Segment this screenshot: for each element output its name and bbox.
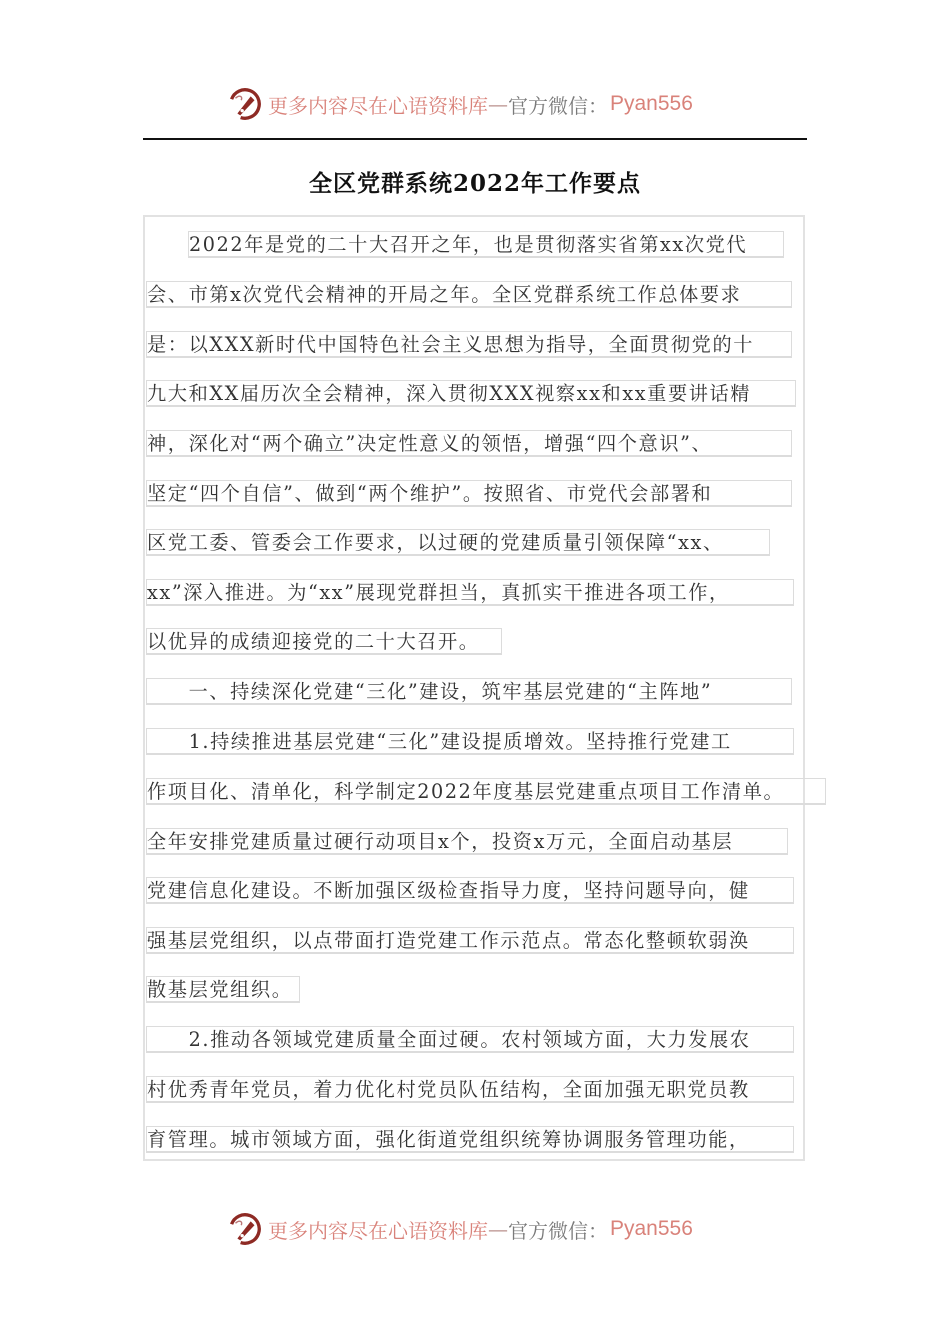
text-line: 强基层党组织，以点带面打造党建工作示范点。常态化整顿软弱涣: [146, 927, 794, 954]
text-line: 全年安排党建质量过硬行动项目x个，投资x万元，全面启动基层: [146, 828, 788, 855]
text-line: 是：以XXX新时代中国特色社会主义思想为指导，全面贯彻党的十: [146, 331, 792, 358]
watermark-dash: —: [488, 1217, 508, 1241]
text-line: 区党工委、管委会工作要求，以过硬的党建质量引领保障“xx、: [146, 529, 770, 556]
text-line: 育管理。城市领域方面，强化街道党组织统筹协调服务管理功能，: [146, 1126, 794, 1153]
quill-pen-logo-icon: [226, 1210, 264, 1248]
text-line: 坚定“四个自信”、做到“两个维护”。按照省、市党代会部署和: [146, 480, 792, 507]
watermark-wechat-label: 官方微信：: [508, 1218, 608, 1243]
text-line: 1.持续推进基层党建“三化”建设提质增效。坚持推行党建工: [146, 728, 794, 755]
text-line: 2022年是党的二十大召开之年，也是贯彻落实省第xx次党代: [188, 231, 784, 258]
text-line: 一、持续深化党建“三化”建设，筑牢基层党建的“主阵地”: [146, 678, 792, 705]
text-line: 以优异的成绩迎接党的二十大召开。: [146, 628, 502, 655]
text-line: 会、市第x次党代会精神的开局之年。全区党群系统工作总体要求: [146, 281, 792, 308]
text-line: 2.推动各领域党建质量全面过硬。农村领域方面，大力发展农: [146, 1026, 794, 1053]
text-line: 九大和XX届历次全会精神，深入贯彻XXX视察xx和xx重要讲话精: [146, 380, 796, 407]
watermark-wechat-id: Pyan556: [610, 1217, 693, 1240]
quill-pen-logo-icon: [226, 85, 264, 123]
text-line: 作项目化、清单化，科学制定2022年度基层党建重点项目工作清单。: [146, 778, 826, 805]
document-title: 全区党群系统2022年工作要点: [308, 170, 641, 197]
watermark-site-text: 更多内容尽在心语资料库: [268, 1218, 488, 1243]
text-line: 村优秀青年党员，着力优化村党员队伍结构，全面加强无职党员教: [146, 1076, 794, 1103]
header-watermark: [226, 82, 726, 126]
watermark-wechat-label: 官方微信：: [508, 93, 608, 118]
watermark-wechat-id: Pyan556: [610, 92, 693, 115]
header-rule-divider: [143, 138, 807, 140]
text-line: 神，深化对“两个确立”决定性意义的领悟，增强“四个意识”、: [146, 430, 792, 457]
text-line: xx”深入推进。为“xx”展现党群担当，真抓实干推进各项工作，: [146, 579, 794, 606]
watermark-dash: —: [488, 92, 508, 116]
text-line: 党建信息化建设。不断加强区级检查指导力度，坚持问题导向，健: [146, 877, 794, 904]
text-line: 散基层党组织。: [146, 976, 300, 1003]
footer-watermark: [226, 1207, 726, 1251]
watermark-site-text: 更多内容尽在心语资料库: [268, 93, 488, 118]
